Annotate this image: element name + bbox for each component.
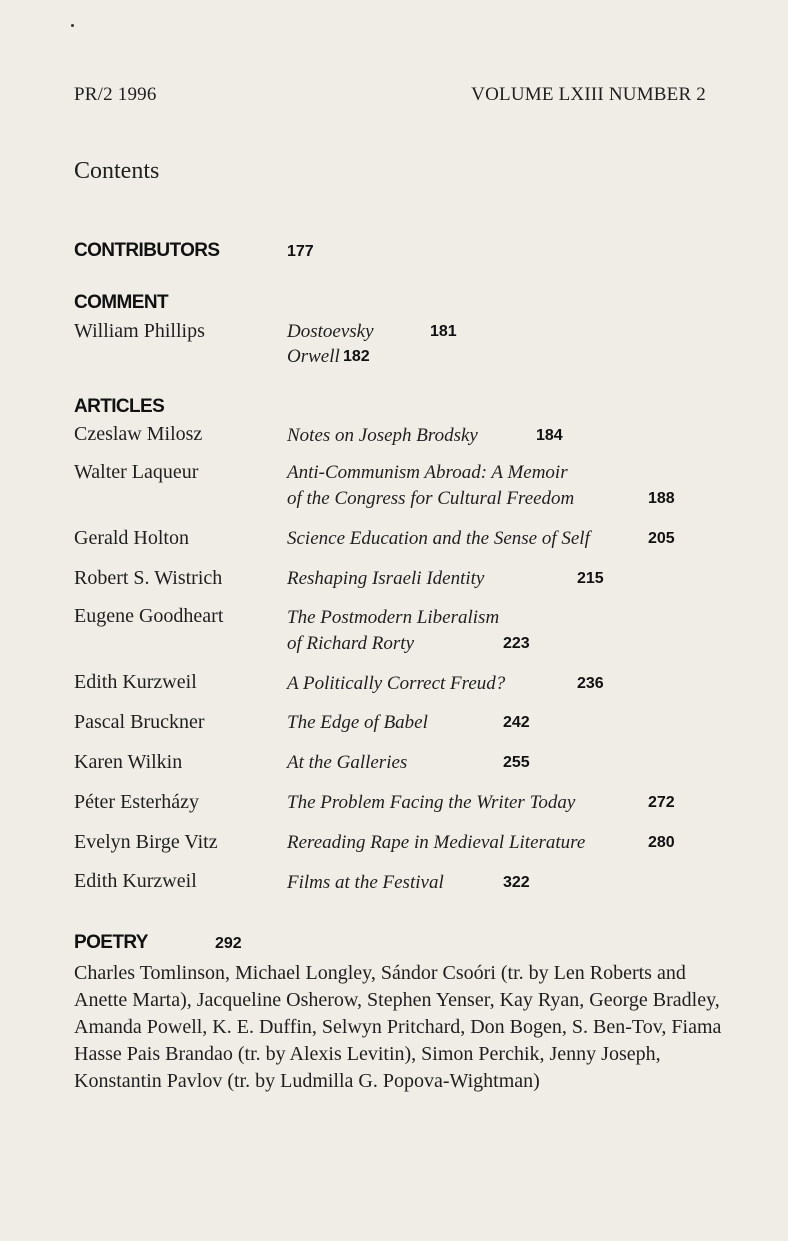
article-title: Science Education and the Sense of Self	[287, 528, 590, 549]
article-page: 215	[577, 570, 604, 587]
article-author: Gerald Holton	[74, 527, 189, 549]
poetry-contributors: Charles Tomlinson, Michael Longley, Sándor Csoóri (tr. by Len Roberts and Anette Marta), Jacqueline Osherow, Stephen Yenser, Kay Ryan, George Bradley, Amanda Powell, K. E. Duffin, Selwyn Pritchard, Don Bogen, S. Ben-Tov, Fiama Hasse Pais Brandao (tr. by Alexis Levitin), Simon Perchik, Jenny Joseph, Konstantin Pavlov (tr. by Ludmilla G. Popova-Wightman)	[74, 962, 722, 1092]
article-page: 236	[577, 675, 604, 692]
article-title-line2: of Richard Rorty	[287, 633, 414, 654]
article-author: Karen Wilkin	[74, 751, 183, 773]
print-speck	[71, 24, 74, 27]
article-author: Pascal Bruckner	[74, 711, 205, 733]
article-author: Eugene Goodheart	[74, 605, 224, 627]
article-author: Péter Esterházy	[74, 791, 199, 813]
article-title: The Problem Facing the Writer Today	[287, 792, 576, 813]
article-author: Edith Kurzweil	[74, 870, 197, 892]
article-page: 205	[648, 530, 675, 547]
article-page: 322	[503, 874, 530, 891]
comment-author: William Phillips	[74, 320, 205, 342]
page-title: Contents	[74, 158, 160, 184]
comment-title-1: Dostoevsky	[287, 321, 374, 342]
article-author: Edith Kurzweil	[74, 671, 197, 693]
article-page: 242	[503, 714, 530, 731]
article-title: Films at the Festival	[287, 872, 444, 893]
article-author: Evelyn Birge Vitz	[74, 831, 218, 853]
comment-title-2: Orwell	[287, 346, 340, 367]
article-page: 223	[503, 635, 530, 652]
article-title-line1: Anti-Communism Abroad: A Memoir	[287, 462, 568, 483]
article-page: 184	[536, 427, 563, 444]
article-title: The Edge of Babel	[287, 712, 428, 733]
article-author: Robert S. Wistrich	[74, 567, 223, 589]
comment-heading: COMMENT	[74, 292, 168, 313]
article-title-line1: The Postmodern Liberalism	[287, 607, 500, 628]
article-author: Walter Laqueur	[74, 461, 199, 483]
poetry-heading: POETRY	[74, 932, 148, 953]
article-title-line2: of the Congress for Cultural Freedom	[287, 488, 575, 509]
article-page: 280	[648, 834, 675, 851]
article-page: 272	[648, 794, 675, 811]
volume-label: VOLUME LXIII NUMBER 2	[471, 84, 706, 105]
article-title: Notes on Joseph Brodsky	[287, 425, 478, 446]
article-title: At the Galleries	[287, 752, 408, 773]
comment-page-1: 181	[430, 323, 457, 340]
contributors-page: 177	[287, 243, 314, 260]
contributors-heading: CONTRIBUTORS	[74, 240, 220, 261]
poetry-page: 292	[215, 935, 242, 952]
article-title: Reshaping Israeli Identity	[287, 568, 485, 589]
articles-heading: ARTICLES	[74, 396, 165, 417]
article-page: 188	[648, 490, 675, 507]
article-page: 255	[503, 754, 530, 771]
issue-label: PR/2 1996	[74, 84, 157, 105]
article-author: Czeslaw Milosz	[74, 423, 203, 445]
article-title: A Politically Correct Freud?	[287, 673, 506, 694]
article-title: Rereading Rape in Medieval Literature	[287, 832, 586, 853]
comment-page-2: 182	[343, 348, 370, 365]
